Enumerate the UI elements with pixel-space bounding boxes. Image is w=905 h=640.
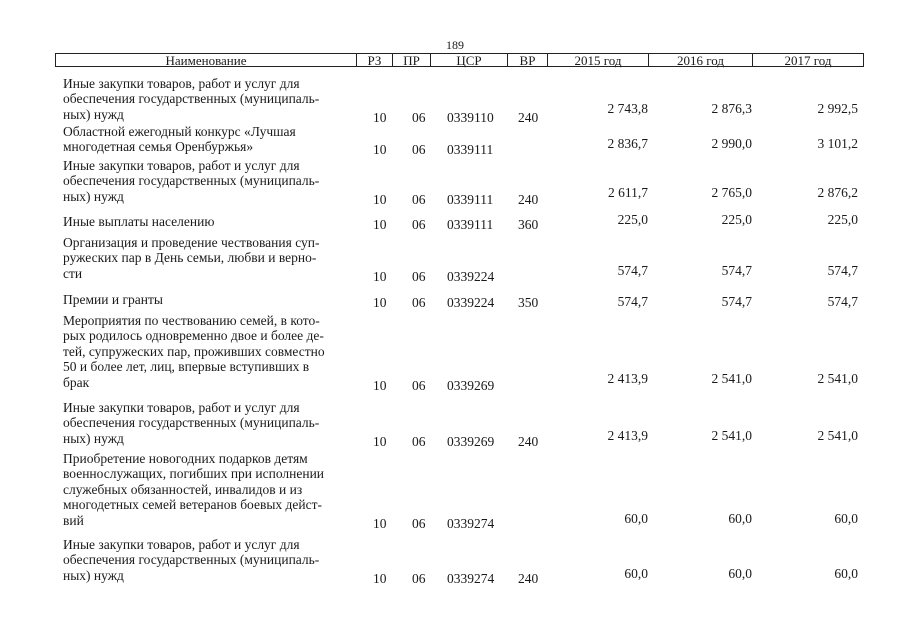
row-csr: 0339111 xyxy=(447,217,494,232)
row-vr: 240 xyxy=(518,109,539,125)
row-y2017: 3 101,2 xyxy=(817,136,858,152)
row-y2017: 574,7 xyxy=(827,262,858,278)
row-rz: 10 xyxy=(373,433,387,449)
row-rz: 10 xyxy=(373,217,387,232)
row-y2017: 2 541,0 xyxy=(817,371,858,387)
header-pr: ПР xyxy=(393,53,431,67)
row-y2015: 2 413,9 xyxy=(607,428,648,444)
row-y2016: 60,0 xyxy=(728,510,752,526)
row-rz: 10 xyxy=(373,191,387,207)
row-name: Мероприятия по чествованию семей, в кото- рых родилось одновременно двое и более де- тей, супружеских пар, проживших совместно 50 и более лет, лиц, впервые вступивших в брак xyxy=(63,313,325,390)
row-y2016: 2 541,0 xyxy=(711,428,752,444)
row-y2016: 225,0 xyxy=(721,212,752,228)
row-pr: 06 xyxy=(412,377,426,393)
row-pr: 06 xyxy=(412,268,426,284)
row-pr: 06 xyxy=(412,570,426,586)
row-name: Иные закупки товаров, работ и услуг для обеспечения государственных (муниципаль- ных) нужд xyxy=(63,400,320,446)
row-csr: 0339110 xyxy=(447,109,494,125)
header-name: Наименование xyxy=(55,53,357,67)
header-2016: 2016 год xyxy=(649,53,753,67)
header-csr: ЦСР xyxy=(431,53,508,67)
row-name: Организация и проведение чествования суп- ружеских пар в День семьи, любви и верно- сти xyxy=(63,235,320,281)
row-y2017: 574,7 xyxy=(827,294,858,310)
header-2017: 2017 год xyxy=(753,53,864,67)
row-pr: 06 xyxy=(412,433,426,449)
row-rz: 10 xyxy=(373,142,387,158)
row-y2017: 2 876,2 xyxy=(817,184,858,200)
row-csr: 0339111 xyxy=(447,142,494,158)
row-rz: 10 xyxy=(373,515,387,531)
row-csr: 0339274 xyxy=(447,515,495,531)
row-csr: 0339269 xyxy=(447,433,495,449)
row-y2016: 2 541,0 xyxy=(711,371,752,387)
row-pr: 06 xyxy=(412,109,426,125)
row-y2015: 2 413,9 xyxy=(607,371,648,387)
row-name: Иные закупки товаров, работ и услуг для обеспечения государственных (муниципаль- ных) нужд xyxy=(63,158,320,204)
row-y2015: 2 743,8 xyxy=(607,101,648,117)
row-rz: 10 xyxy=(373,295,387,310)
row-rz: 10 xyxy=(373,570,387,586)
row-rz: 10 xyxy=(373,377,387,393)
row-y2015: 574,7 xyxy=(617,294,648,310)
row-y2017: 2 541,0 xyxy=(817,428,858,444)
row-y2016: 2 990,0 xyxy=(711,136,752,152)
row-vr: 360 xyxy=(518,217,539,232)
row-y2015: 60,0 xyxy=(624,510,648,526)
row-csr: 0339224 xyxy=(447,268,495,284)
header-vr: ВР xyxy=(508,53,548,67)
row-vr: 240 xyxy=(518,570,539,586)
row-y2015: 2 611,7 xyxy=(608,184,648,200)
row-csr: 0339111 xyxy=(447,191,494,207)
row-vr: 350 xyxy=(518,295,539,310)
page-number: 189 xyxy=(446,38,464,52)
row-y2016: 574,7 xyxy=(721,294,752,310)
row-y2017: 225,0 xyxy=(827,212,858,228)
row-csr: 0339274 xyxy=(447,570,495,586)
row-y2015: 60,0 xyxy=(624,566,648,582)
row-pr: 06 xyxy=(412,217,426,232)
row-vr: 240 xyxy=(518,191,539,207)
row-csr: 0339224 xyxy=(447,295,495,310)
row-name: Премии и гранты xyxy=(63,292,163,307)
row-y2015: 2 836,7 xyxy=(607,136,648,152)
row-y2016: 60,0 xyxy=(728,566,752,582)
row-pr: 06 xyxy=(412,142,426,158)
row-name: Иные выплаты населению xyxy=(63,214,215,229)
row-rz: 10 xyxy=(373,109,387,125)
row-y2017: 60,0 xyxy=(834,566,858,582)
row-y2015: 574,7 xyxy=(617,262,648,278)
header-2015: 2015 год xyxy=(548,53,649,67)
row-y2017: 60,0 xyxy=(834,510,858,526)
row-y2016: 2 765,0 xyxy=(711,184,752,200)
row-name: Областной ежегодный конкурс «Лучшая многодетная семья Оренбуржья» xyxy=(63,124,296,155)
row-name: Иные закупки товаров, работ и услуг для обеспечения государственных (муниципаль- ных) нужд xyxy=(63,76,320,122)
row-name: Приобретение новогодних подарков детям военнослужащих, погибших при исполнении служебных обязанностей, инвалидов и из многодетных семей ветеранов боевых дейст- вий xyxy=(63,451,325,528)
row-pr: 06 xyxy=(412,191,426,207)
row-name: Иные закупки товаров, работ и услуг для обеспечения государственных (муниципаль- ных) нужд xyxy=(63,537,320,583)
row-vr: 240 xyxy=(518,433,539,449)
row-y2017: 2 992,5 xyxy=(817,101,858,117)
row-y2015: 225,0 xyxy=(617,212,648,228)
row-pr: 06 xyxy=(412,515,426,531)
row-y2016: 574,7 xyxy=(721,262,752,278)
row-pr: 06 xyxy=(412,295,426,310)
row-csr: 0339269 xyxy=(447,377,495,393)
header-rz: РЗ xyxy=(357,53,393,67)
row-y2016: 2 876,3 xyxy=(711,101,752,117)
row-rz: 10 xyxy=(373,268,387,284)
